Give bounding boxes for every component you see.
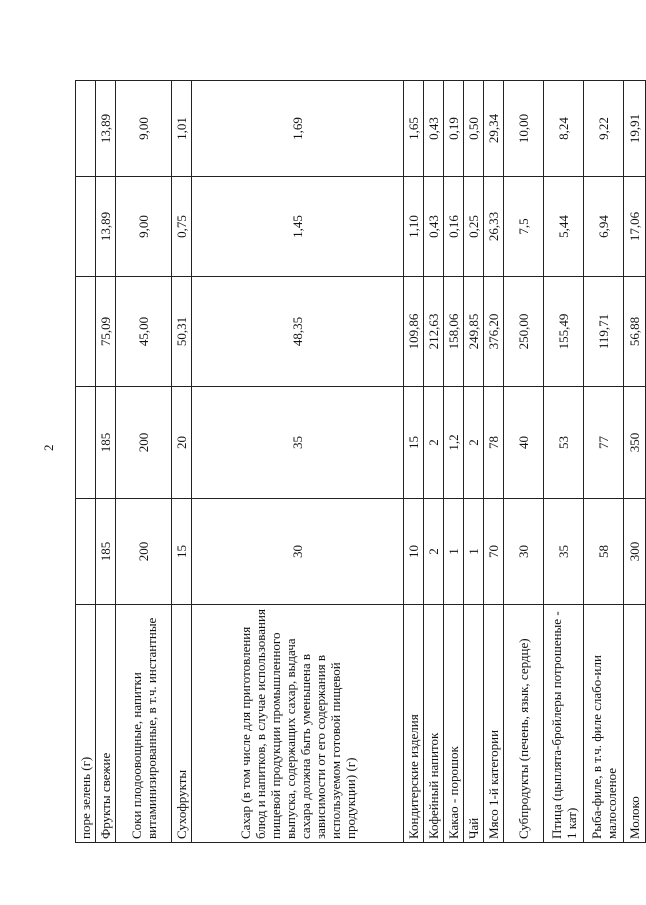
value-cell: 30	[504, 499, 544, 605]
table-row	[172, 81, 192, 843]
value-cell: 58	[584, 499, 624, 605]
value-cell: 48,35	[192, 277, 404, 387]
table-row	[484, 81, 504, 843]
rotated-table-container	[75, 81, 642, 843]
table-body	[76, 81, 646, 843]
product-name-cell: Кондитерские изделия	[404, 605, 424, 843]
value-cell: 350	[624, 387, 646, 499]
value-cell: 20	[172, 387, 192, 499]
table-row	[76, 81, 96, 843]
value-cell: 35	[544, 499, 584, 605]
product-name-cell: Соки плодоовощные, напитки витаминизированные, в т.ч. инстантные	[116, 605, 172, 843]
product-name-cell: Кофейный напиток	[424, 605, 444, 843]
table-row	[424, 81, 444, 843]
product-name-cell: Мясо 1-й категории	[484, 605, 504, 843]
value-cell: 0,43	[424, 81, 444, 177]
value-cell: 10	[404, 499, 424, 605]
value-cell: 30	[192, 499, 404, 605]
value-cell: 1	[444, 499, 464, 605]
value-cell: 9,00	[116, 81, 172, 177]
value-cell: 1,10	[404, 177, 424, 277]
product-name-cell: Птица (цыплята-бройлеры потрошеные - 1 кат)	[544, 605, 584, 843]
value-cell: 0,25	[464, 177, 484, 277]
value-cell: 17,06	[624, 177, 646, 277]
page-number: 2	[41, 444, 56, 451]
value-cell: 249,85	[464, 277, 484, 387]
product-name-cell: Какао - порошок	[444, 605, 464, 843]
value-cell: 70	[484, 499, 504, 605]
value-cell: 13,89	[96, 177, 116, 277]
table-row	[192, 81, 404, 843]
value-cell: 200	[116, 387, 172, 499]
value-cell: 2	[464, 387, 484, 499]
value-cell	[76, 387, 96, 499]
value-cell: 158,06	[444, 277, 464, 387]
value-cell	[76, 499, 96, 605]
value-cell: 200	[116, 499, 172, 605]
value-cell: 50,31	[172, 277, 192, 387]
value-cell: 1,01	[172, 81, 192, 177]
value-cell: 155,49	[544, 277, 584, 387]
product-name-cell: Молоко	[624, 605, 646, 843]
value-cell: 0,50	[464, 81, 484, 177]
value-cell: 119,71	[584, 277, 624, 387]
product-name-cell: поре зелень (г)	[76, 605, 96, 843]
value-cell: 1,69	[192, 81, 404, 177]
value-cell: 29,34	[484, 81, 504, 177]
table-row	[584, 81, 624, 843]
value-cell: 300	[624, 499, 646, 605]
product-name-cell: Фрукты свежие	[96, 605, 116, 843]
value-cell: 35	[192, 387, 404, 499]
value-cell: 7,5	[504, 177, 544, 277]
value-cell: 1,45	[192, 177, 404, 277]
value-cell: 78	[484, 387, 504, 499]
value-cell: 2	[424, 387, 444, 499]
table-row	[444, 81, 464, 843]
table-row	[96, 81, 116, 843]
value-cell: 9,00	[116, 177, 172, 277]
value-cell: 8,24	[544, 81, 584, 177]
value-cell	[76, 277, 96, 387]
value-cell: 1,65	[404, 81, 424, 177]
value-cell: 53	[544, 387, 584, 499]
value-cell: 45,00	[116, 277, 172, 387]
product-name-cell: Субпродукты (печень, язык, сердце)	[504, 605, 544, 843]
value-cell: 15	[404, 387, 424, 499]
value-cell: 250,00	[504, 277, 544, 387]
product-name-cell: Сахар (в том числе для приготовления блюд и напитков, в случае использования пищевой продукции промышленного выпуска, содержащих сахар, выдача сахара должна быть уменьшена в зависимости от его содержания в используемом готовой пищевой продукции) (г)	[192, 605, 404, 843]
value-cell: 185	[96, 387, 116, 499]
product-name-cell: Чай	[464, 605, 484, 843]
value-cell: 0,75	[172, 177, 192, 277]
value-cell: 0,19	[444, 81, 464, 177]
value-cell: 19,91	[624, 81, 646, 177]
value-cell: 376,20	[484, 277, 504, 387]
value-cell: 109,86	[404, 277, 424, 387]
product-name-cell: Сухофрукты	[172, 605, 192, 843]
value-cell: 2	[424, 499, 444, 605]
table-row	[624, 81, 646, 843]
table-row	[404, 81, 424, 843]
value-cell: 15	[172, 499, 192, 605]
value-cell: 6,94	[584, 177, 624, 277]
value-cell: 77	[584, 387, 624, 499]
value-cell: 0,43	[424, 177, 444, 277]
value-cell: 0,16	[444, 177, 464, 277]
value-cell: 212,63	[424, 277, 444, 387]
table-row	[504, 81, 544, 843]
value-cell: 1,2	[444, 387, 464, 499]
value-cell: 40	[504, 387, 544, 499]
value-cell: 26,33	[484, 177, 504, 277]
value-cell: 56,88	[624, 277, 646, 387]
table-row	[116, 81, 172, 843]
product-name-cell: Рыба-филе, в т.ч. филе слабо-или малосоленое	[584, 605, 624, 843]
value-cell	[76, 177, 96, 277]
value-cell	[76, 81, 96, 177]
table-row	[464, 81, 484, 843]
value-cell: 9,22	[584, 81, 624, 177]
value-cell: 75,09	[96, 277, 116, 387]
value-cell: 1	[464, 499, 484, 605]
value-cell: 13,89	[96, 81, 116, 177]
value-cell: 10,00	[504, 81, 544, 177]
food-norms-table	[75, 80, 646, 843]
value-cell: 185	[96, 499, 116, 605]
table-row	[544, 81, 584, 843]
value-cell: 5,44	[544, 177, 584, 277]
